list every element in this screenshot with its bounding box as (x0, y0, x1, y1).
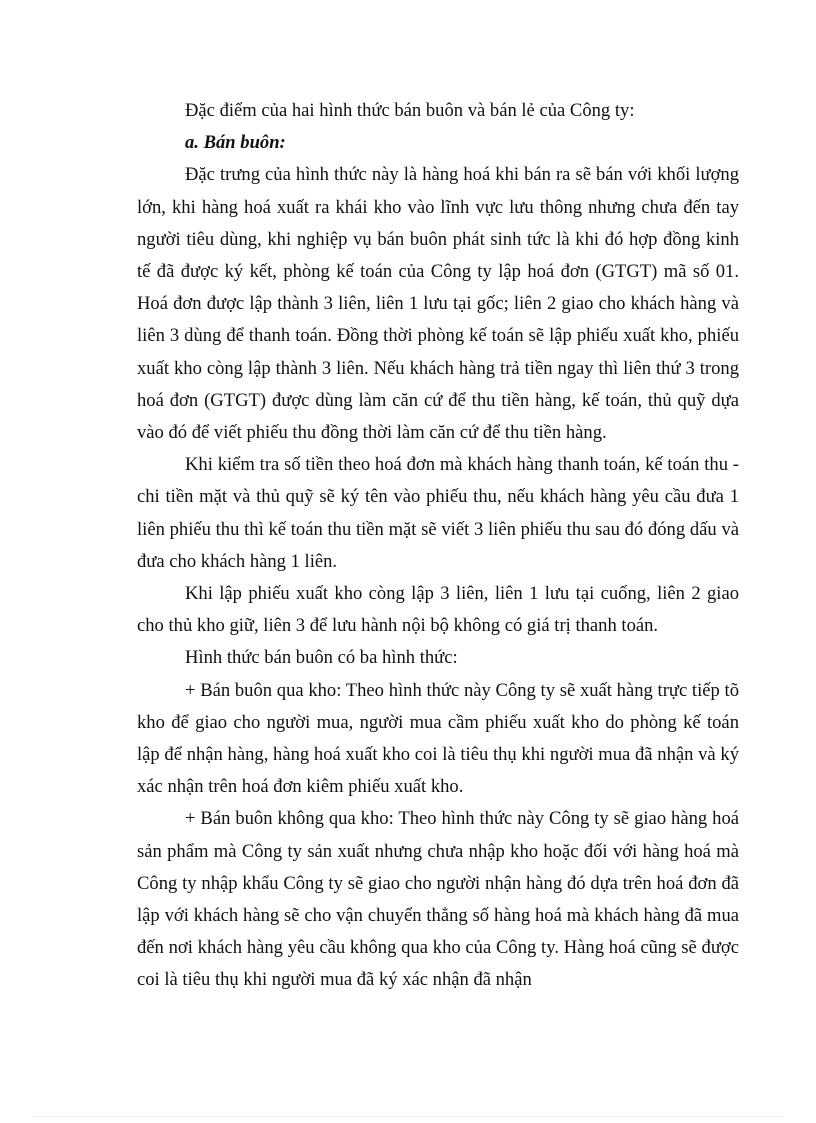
page-bottom-rule (32, 1116, 784, 1117)
paragraph-wholesale-via-warehouse: + Bán buôn qua kho: Theo hình thức này Công ty sẽ xuất hàng trực tiếp tõ kho để giao cho người mua, người mua cầm phiếu xuất kho do phòng kế toán lập để nhận hàng, hàng hoá xuất kho coi là tiêu thụ khi người mua đã nhận và ký xác nhận trên hoá đơn kiêm phiếu xuất kho. (137, 679, 739, 798)
intro-paragraph: Đặc điểm của hai hình thức bán buôn và bán lẻ của Công ty: (185, 100, 635, 121)
document-body (137, 95, 739, 997)
paragraph-payment-check: Khi kiểm tra số tiền theo hoá đơn mà khách hàng thanh toán, kế toán thu - chi tiền mặt và thủ quỹ sẽ ký tên vào phiếu thu, nếu khách hàng yêu cầu đưa 1 liên phiếu thu thì kế toán thu tiền mặt sẽ viết 3 liên phiếu thu sau đó đóng dấu và đưa cho khách hàng 1 liên. (137, 454, 739, 572)
paragraph-wholesale-definition: Đặc trưng của hình thức này là hàng hoá khi bán ra sẽ bán với khối lượng lớn, khi hàng hoá xuất ra khái kho vào lĩnh vực lưu thông nhưng chưa đến tay người tiêu dùng, khi nghiệp vụ bán buôn phát sinh tức là khi đó hợp đồng kinh tế đã được ký kết, phòng kế toán của Công ty lập hoá đơn (GTGT) mã số 01. Hoá đơn được lập thành 3 liên, liên 1 lưu tại gốc; liên 2 giao cho khách hàng và liên 3 dùng để thanh toán. Đồng thời phòng kế toán sẽ lập phiếu xuất kho, phiếu xuất kho còng lập thành 3 liên. Nếu khách hàng trả tiền ngay thì liên thứ 3 trong hoá đơn (GTGT) được dùng làm căn cứ để thu tiền hàng, kế toán, thủ quỹ dựa vào đó để viết phiếu thu đồng thời làm căn cứ để thu tiền hàng. (137, 164, 739, 444)
paragraph-delivery-note: Khi lập phiếu xuất kho còng lập 3 liên, liên 1 lưu tại cuống, liên 2 giao cho thủ kho giữ, liên 3 để lưu hành nội bộ không có giá trị thanh toán. (137, 583, 739, 637)
paragraph-wholesale-types: Hình thức bán buôn có ba hình thức: (185, 647, 458, 669)
paragraph-wholesale-direct: + Bán buôn không qua kho: Theo hình thức này Công ty sẽ giao hàng hoá sản phẩm mà Công ty sản xuất nhưng chưa nhập kho hoặc đối với hàng hoá mà Công ty nhập khẩu Công ty sẽ giao cho người nhận hàng đó dựa trên hoá đơn đã lập với khách hàng sẽ cho vận chuyển thẳng số hàng hoá mà khách hàng đã mua đến nơi khách hàng yêu cầu không qua kho của Công ty. Hàng hoá cũng sẽ được coi là tiêu thụ khi người mua đã ký xác nhận đã nhận (137, 808, 739, 991)
section-heading: a. Bán buôn: (185, 132, 286, 154)
